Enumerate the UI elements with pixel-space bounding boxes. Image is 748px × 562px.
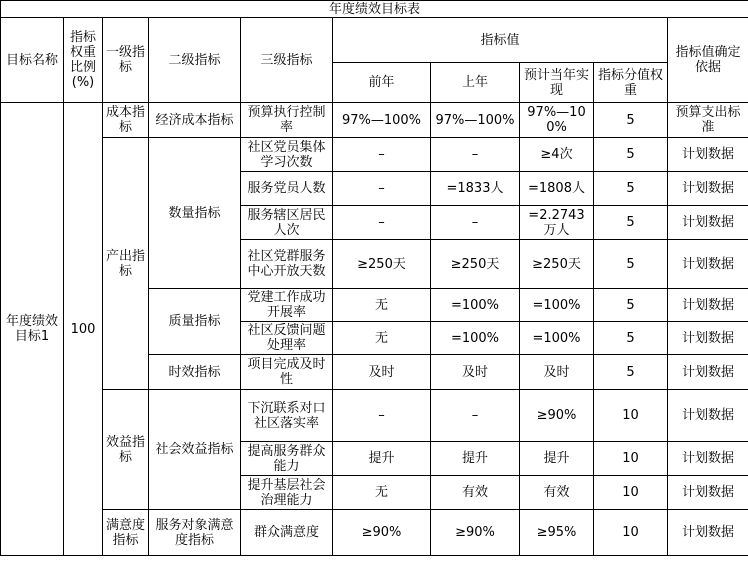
prev2-value-cell: –: [333, 390, 431, 442]
table-row: [1, 390, 748, 442]
value-basis-cell: 计划数据: [668, 322, 748, 355]
value-basis-cell: 计划数据: [668, 510, 748, 556]
value-basis-cell: 计划数据: [668, 390, 748, 442]
table-row: [1, 510, 748, 556]
current-value-cell: ≥250天: [520, 240, 594, 289]
current-value-cell: 及时: [520, 355, 594, 390]
value-basis-cell: 计划数据: [668, 138, 748, 172]
current-value-cell: =100%: [520, 289, 594, 322]
prev-value-cell: 及时: [431, 355, 520, 390]
current-value-cell: =100%: [520, 322, 594, 355]
header-indicator-value: 指标值: [333, 18, 668, 63]
prev2-value-cell: 97%—100%: [333, 103, 431, 138]
score-weight-cell: 10: [594, 442, 668, 476]
table-row: [1, 18, 748, 63]
level3-indicator-cell: 下沉联系对口社区落实率: [241, 390, 333, 442]
value-basis-cell: 计划数据: [668, 355, 748, 390]
prev2-value-cell: 无: [333, 476, 431, 510]
table-row: [1, 1, 748, 18]
header-value-basis: 指标值确定依据: [668, 18, 748, 103]
current-value-cell: =2.2743万人: [520, 206, 594, 240]
prev-value-cell: =100%: [431, 322, 520, 355]
prev-value-cell: –: [431, 206, 520, 240]
header-current-year: 预计当年实现: [520, 63, 594, 103]
header-score-weight: 指标分值权重: [594, 63, 668, 103]
value-basis-cell: 计划数据: [668, 172, 748, 206]
score-weight-cell: 10: [594, 510, 668, 556]
current-value-cell: 提升: [520, 442, 594, 476]
prev-value-cell: 有效: [431, 476, 520, 510]
prev2-value-cell: 提升: [333, 442, 431, 476]
prev2-value-cell: –: [333, 172, 431, 206]
level1-benefit-cell: 效益指标: [103, 390, 149, 510]
current-value-cell: ≥90%: [520, 390, 594, 442]
level2-economic-cost-cell: 经济成本指标: [149, 103, 241, 138]
level1-cost-cell: 成本指标: [103, 103, 149, 138]
score-weight-cell: 5: [594, 355, 668, 390]
prev2-value-cell: ≥250天: [333, 240, 431, 289]
prev-value-cell: –: [431, 138, 520, 172]
level3-indicator-cell: 社区反馈问题处理率: [241, 322, 333, 355]
prev-value-cell: –: [431, 390, 520, 442]
level1-output-cell: 产出指标: [103, 138, 149, 390]
header-level3-indicator: 三级指标: [241, 18, 333, 103]
prev-value-cell: 提升: [431, 442, 520, 476]
score-weight-cell: 10: [594, 390, 668, 442]
value-basis-cell: 计划数据: [668, 240, 748, 289]
level3-indicator-cell: 预算执行控制率: [241, 103, 333, 138]
current-value-cell: 97%—100%: [520, 103, 594, 138]
goal-name-cell: 年度绩效目标1: [1, 103, 64, 556]
level3-indicator-cell: 社区党员集体学习次数: [241, 138, 333, 172]
current-value-cell: ≥4次: [520, 138, 594, 172]
header-prev2-year: 前年: [333, 63, 431, 103]
level3-indicator-cell: 提高服务群众能力: [241, 442, 333, 476]
score-weight-cell: 5: [594, 322, 668, 355]
value-basis-cell: 计划数据: [668, 442, 748, 476]
level3-indicator-cell: 服务辖区居民人次: [241, 206, 333, 240]
prev2-value-cell: 无: [333, 322, 431, 355]
prev2-value-cell: ≥90%: [333, 510, 431, 556]
header-prev-year: 上年: [431, 63, 520, 103]
header-level2-indicator: 二级指标: [149, 18, 241, 103]
prev-value-cell: ≥250天: [431, 240, 520, 289]
value-basis-cell: 计划数据: [668, 206, 748, 240]
level3-indicator-cell: 项目完成及时性: [241, 355, 333, 390]
level3-indicator-cell: 党建工作成功开展率: [241, 289, 333, 322]
score-weight-cell: 10: [594, 476, 668, 510]
level2-social-benefit-cell: 社会效益指标: [149, 390, 241, 510]
prev-value-cell: 97%—100%: [431, 103, 520, 138]
prev2-value-cell: –: [333, 206, 431, 240]
value-basis-cell: 预算支出标准: [668, 103, 748, 138]
level2-quality-cell: 质量指标: [149, 289, 241, 355]
score-weight-cell: 5: [594, 172, 668, 206]
score-weight-cell: 5: [594, 103, 668, 138]
score-weight-cell: 5: [594, 240, 668, 289]
level2-quantity-cell: 数量指标: [149, 138, 241, 289]
prev2-value-cell: 及时: [333, 355, 431, 390]
prev2-value-cell: 无: [333, 289, 431, 322]
header-weight-ratio: 指标权重比例(%): [64, 18, 103, 103]
table-row: [1, 103, 748, 138]
header-level1-indicator: 一级指标: [103, 18, 149, 103]
level3-indicator-cell: 服务党员人数: [241, 172, 333, 206]
prev2-value-cell: –: [333, 138, 431, 172]
score-weight-cell: 5: [594, 206, 668, 240]
level1-satisfaction-cell: 满意度指标: [103, 510, 149, 556]
score-weight-cell: 5: [594, 289, 668, 322]
level3-indicator-cell: 提升基层社会治理能力: [241, 476, 333, 510]
prev-value-cell: ≥90%: [431, 510, 520, 556]
score-weight-cell: 5: [594, 138, 668, 172]
goal-weight-cell: 100: [64, 103, 103, 556]
table-title: 年度绩效目标表: [1, 1, 748, 18]
current-value-cell: 有效: [520, 476, 594, 510]
value-basis-cell: 计划数据: [668, 476, 748, 510]
current-value-cell: =1808人: [520, 172, 594, 206]
table-row: [1, 138, 748, 172]
header-goal-name: 目标名称: [1, 18, 64, 103]
prev-value-cell: =100%: [431, 289, 520, 322]
value-basis-cell: 计划数据: [668, 289, 748, 322]
current-value-cell: ≥95%: [520, 510, 594, 556]
prev-value-cell: =1833人: [431, 172, 520, 206]
level3-indicator-cell: 群众满意度: [241, 510, 333, 556]
level2-service-satisfaction-cell: 服务对象满意度指标: [149, 510, 241, 556]
level2-timeliness-cell: 时效指标: [149, 355, 241, 390]
level3-indicator-cell: 社区党群服务中心开放天数: [241, 240, 333, 289]
